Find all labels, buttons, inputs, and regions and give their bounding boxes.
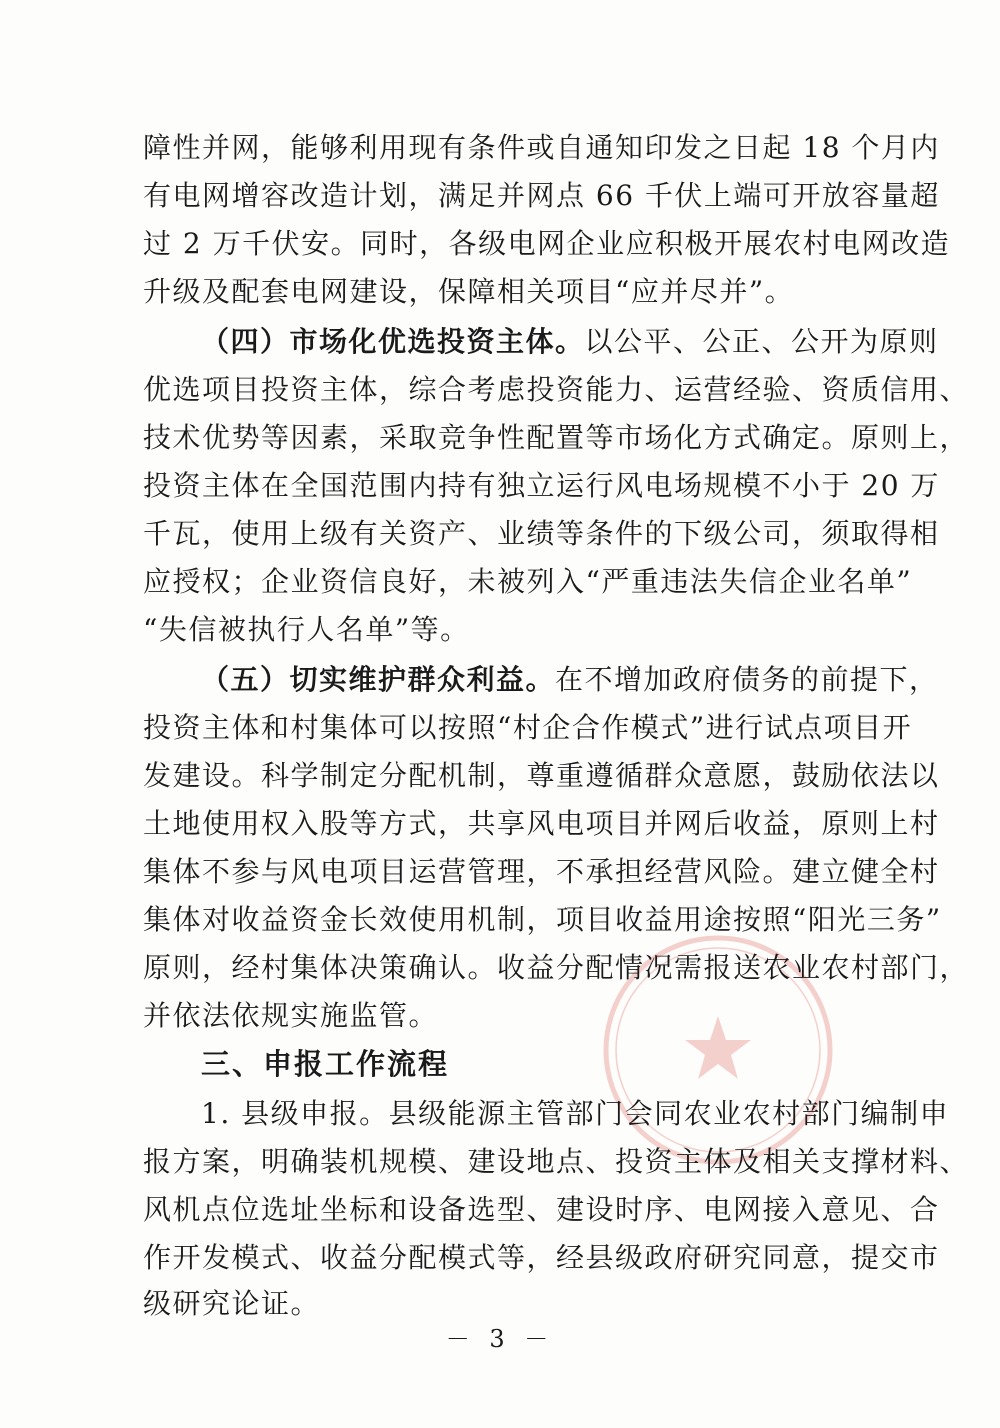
section-5-first-line <box>201 660 939 700</box>
item-1-first-line: 1. 县级申报。县级能源主管部门会同农业农村部门编制申 <box>201 1097 950 1130</box>
paragraph-line: 集体不参与风电项目运营管理，不承担经营风险。建立健全村 <box>143 855 940 888</box>
section-4-first-line <box>201 322 939 362</box>
paragraph-line: 风机点位选址坐标和设备选型、建设时序、电网接入意见、合 <box>143 1193 940 1226</box>
paragraph-line: 级研究论证。 <box>143 1287 321 1320</box>
paragraph-line: 千瓦，使用上级有关资产、业绩等条件的下级公司，须取得相 <box>143 517 940 550</box>
paragraph-line: 报方案，明确装机规模、建设地点、投资主体及相关支撑材料、 <box>143 1145 970 1178</box>
paragraph-line: 有电网增容改造计划，满足并网点 66 千伏上端可开放容量超 <box>143 179 940 212</box>
section-4-first-rest: 以公平、公正、公开为原则 <box>584 325 939 358</box>
section-5-title: （五）切实维护群众利益。 <box>201 663 556 696</box>
paragraph-line: 土地使用权入股等方式，共享风电项目并网后收益，原则上村 <box>143 807 940 840</box>
paragraph-line: 过 2 万千伏安。同时，各级电网企业应积极开展农村电网改造 <box>143 227 951 260</box>
paragraph-line: “失信被执行人名单”等。 <box>143 613 470 646</box>
section-5-first-rest: 在不增加政府债务的前提下， <box>555 663 939 696</box>
paragraph-line: 发建设。科学制定分配机制，尊重遵循群众意愿，鼓励依法以 <box>143 759 940 792</box>
paragraph-line: 障性并网，能够利用现有条件或自通知印发之日起 18 个月内 <box>143 131 940 164</box>
paragraph-line: 应授权；企业资信良好，未被列入“严重违法失信企业名单” <box>143 565 913 598</box>
paragraph-line: 投资主体和村集体可以按照“村企合作模式”进行试点项目开 <box>143 711 913 744</box>
paragraph-line: 升级及配套电网建设，保障相关项目“应并尽并”。 <box>143 275 795 308</box>
paragraph-line: 投资主体在全国范围内持有独立运行风电场规模不小于 20 万 <box>143 469 940 502</box>
paragraph-line: 集体对收益资金长效使用机制，项目收益用途按照“阳光三务” <box>143 903 942 936</box>
paragraph-line: 技术优势等因素，采取竞争性配置等市场化方式确定。原则上， <box>143 421 970 454</box>
section-heading: 三、申报工作流程 <box>201 1047 450 1081</box>
page-number: － 3 － <box>445 1325 555 1353</box>
paragraph-line: 优选项目投资主体，综合考虑投资能力、运营经验、资质信用、 <box>143 373 970 406</box>
paragraph-line: 原则，经村集体决策确认。收益分配情况需报送农业农村部门， <box>143 951 970 984</box>
paragraph-line: 作开发模式、收益分配模式等，经县级政府研究同意，提交市 <box>143 1241 940 1274</box>
section-4-title: （四）市场化优选投资主体。 <box>201 325 585 358</box>
paragraph-line: 并依法依规实施监管。 <box>143 999 439 1032</box>
